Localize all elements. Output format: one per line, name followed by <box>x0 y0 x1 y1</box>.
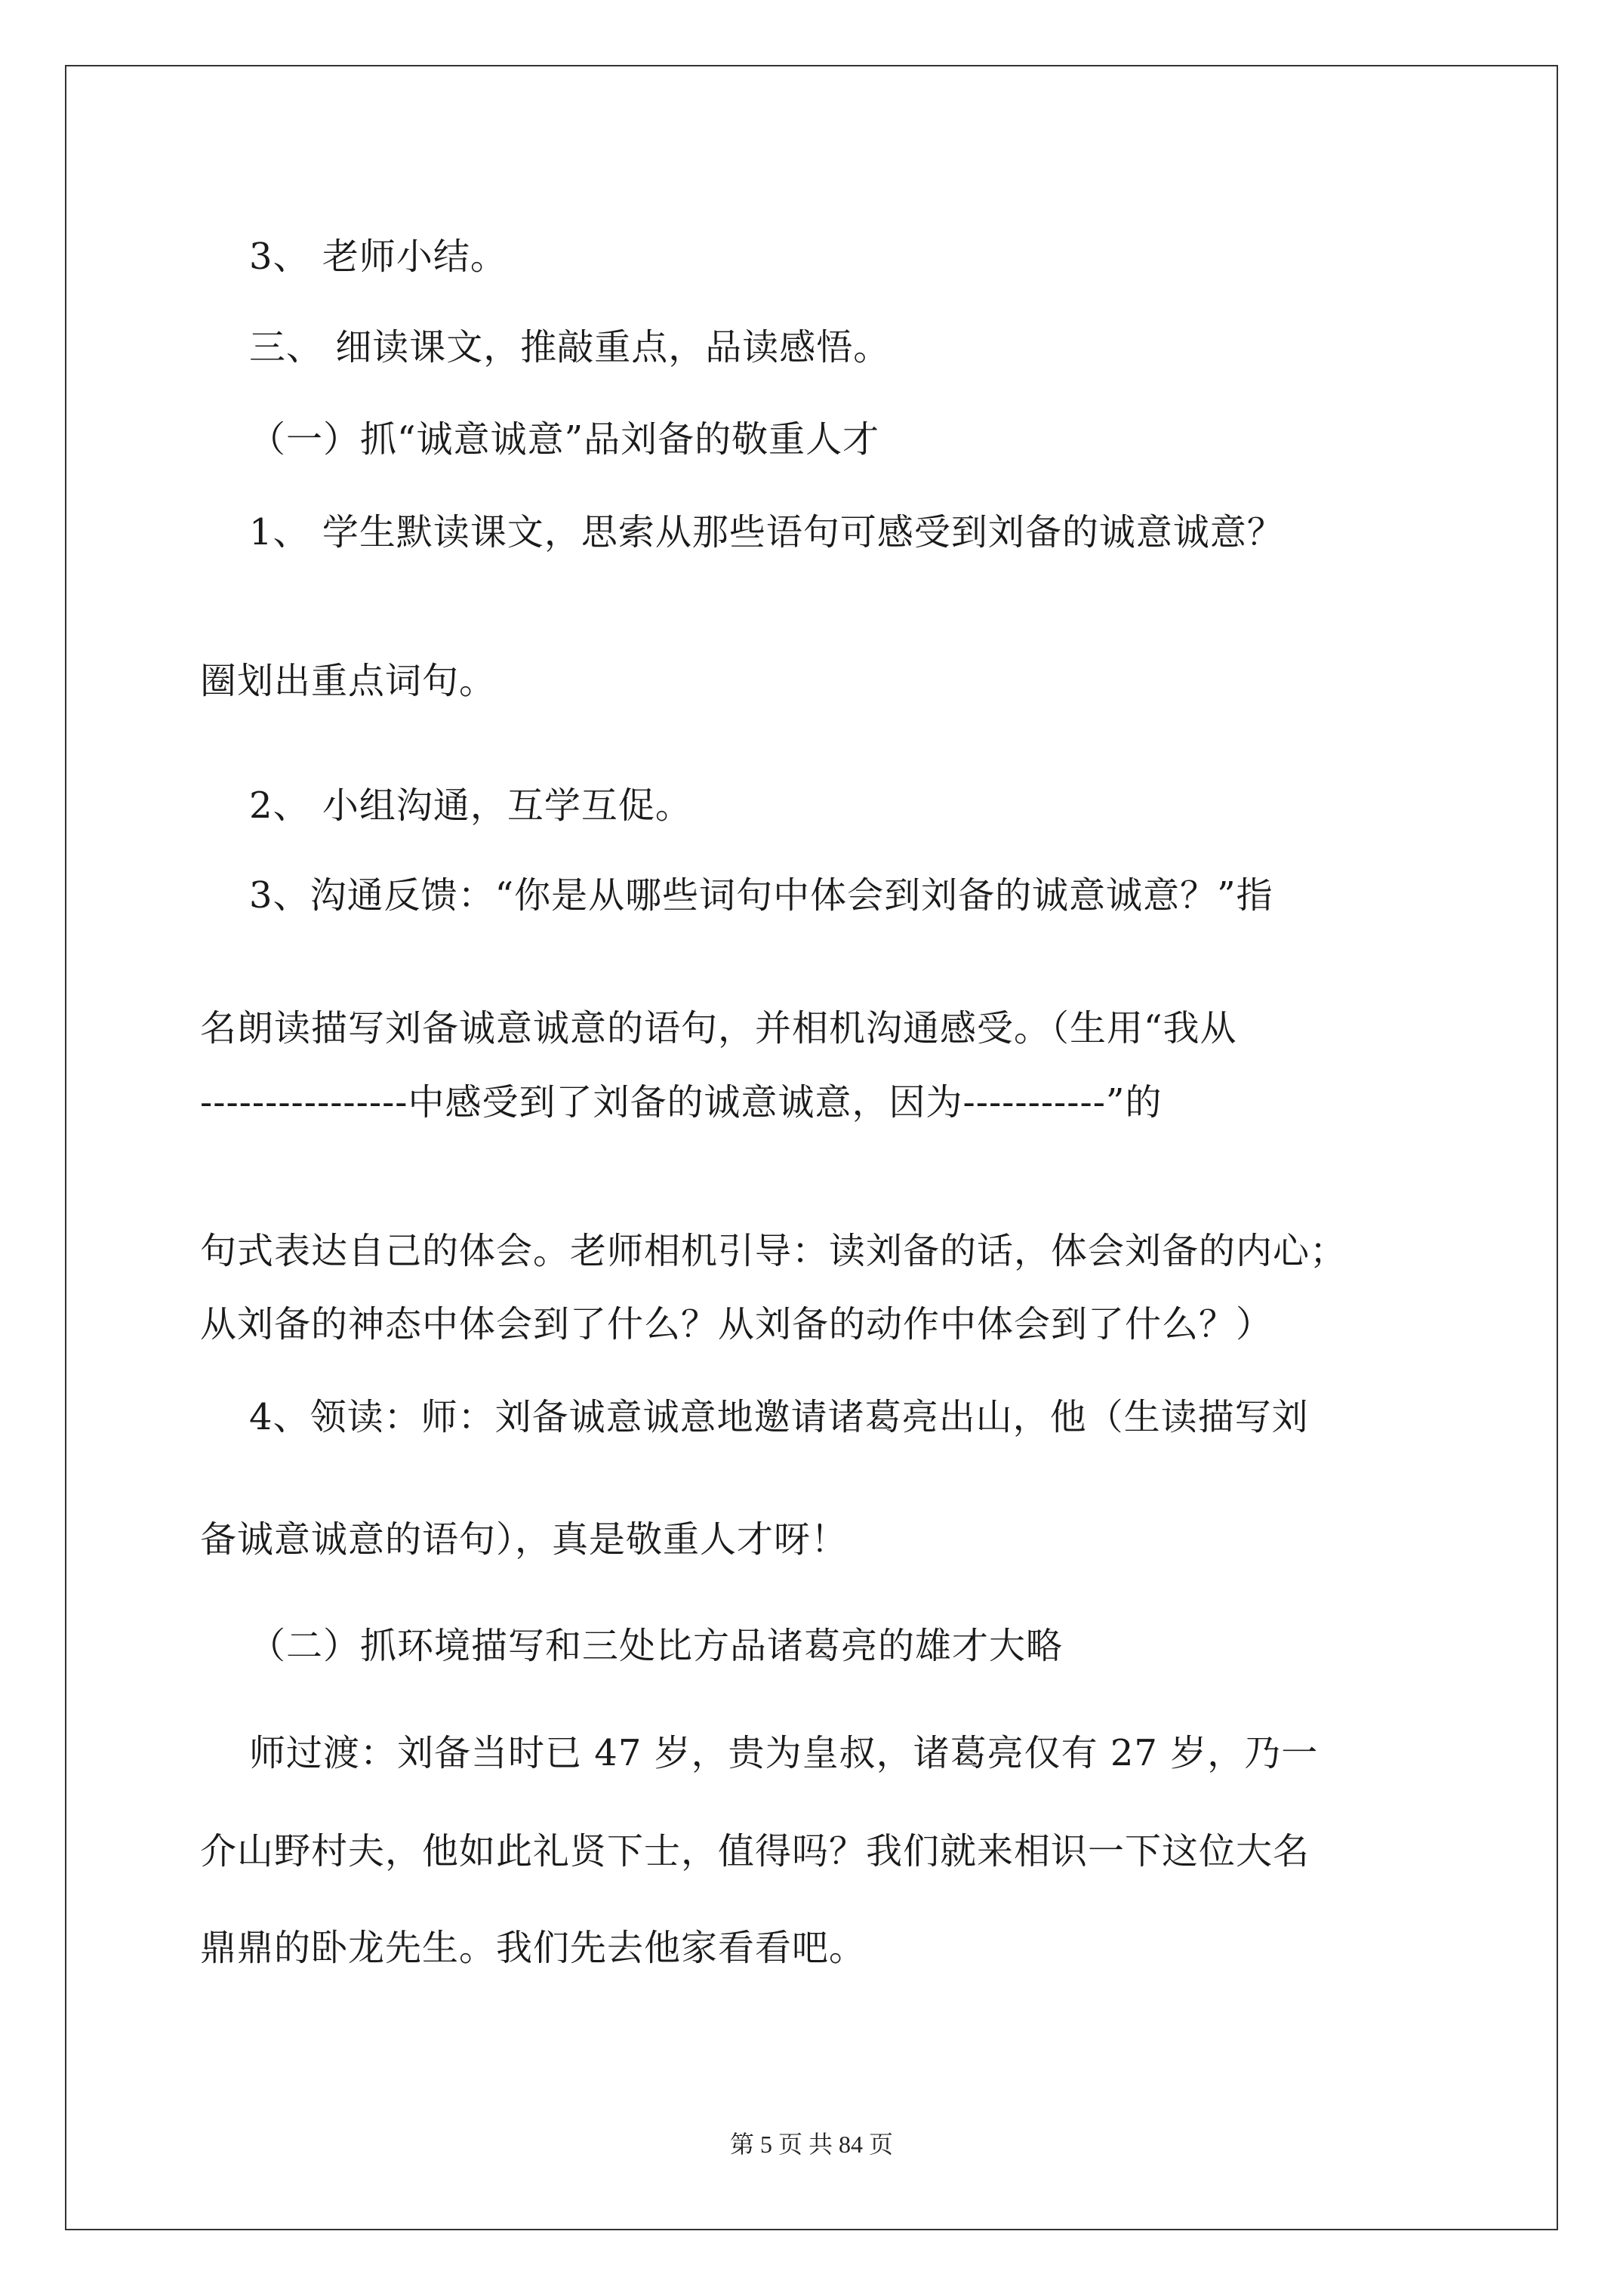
text-line-10: 句式表达自己的体会。老师相机引导：读刘备的话，体会刘备的内心； <box>200 1230 1347 1272</box>
text-line-4: 1、 学生默读课文，思索从那些语句可感受到刘备的诚意诚意？ <box>200 511 1284 553</box>
text-line-5: 圈划出重点词句。 <box>200 660 497 702</box>
text-line-14: （二）抓环境描写和三处比方品诸葛亮的雄才大略 <box>200 1625 1064 1667</box>
text-line-16: 介山野村夫，他如此礼贤下士，值得吗？我们就来相识一下这位大名 <box>200 1830 1310 1872</box>
text-line-1: 3、 老师小结。 <box>200 236 507 278</box>
page-footer: 第 5 页 共 84 页 <box>729 2131 893 2158</box>
text-line-8: 名朗读描写刘备诚意诚意的语句，并相机沟通感受。（生用“我从 <box>200 1007 1237 1049</box>
page-border <box>65 65 1558 2230</box>
text-line-7: 3、沟通反馈：“你是从哪些词句中体会到刘备的诚意诚意？”指 <box>200 874 1273 917</box>
text-line-12: 4、领读：师：刘备诚意诚意地邀请诸葛亮出山，他（生读描写刘 <box>200 1396 1309 1438</box>
text-line-17: 鼎鼎的卧龙先生。我们先去他家看看吧。 <box>200 1927 867 1969</box>
text-line-13: 备诚意诚意的语句），真是敬重人才呀！ <box>200 1518 848 1561</box>
text-line-9: ----------------中感受到了刘备的诚意诚意，因为-----------”的 <box>200 1081 1163 1123</box>
text-line-2: 三、 细读课文，推敲重点，品读感悟。 <box>200 326 891 368</box>
text-line-6: 2、 小组沟通，互学互促。 <box>200 784 692 827</box>
text-line-3: （一）抓“诚意诚意”品刘备的敬重人才 <box>200 418 880 461</box>
text-line-11: 从刘备的神态中体会到了什么？从刘备的动作中体会到了什么？） <box>200 1303 1273 1345</box>
text-line-15: 师过渡：刘备当时已 47 岁，贵为皇叔，诸葛亮仅有 27 岁，乃一 <box>200 1732 1319 1774</box>
